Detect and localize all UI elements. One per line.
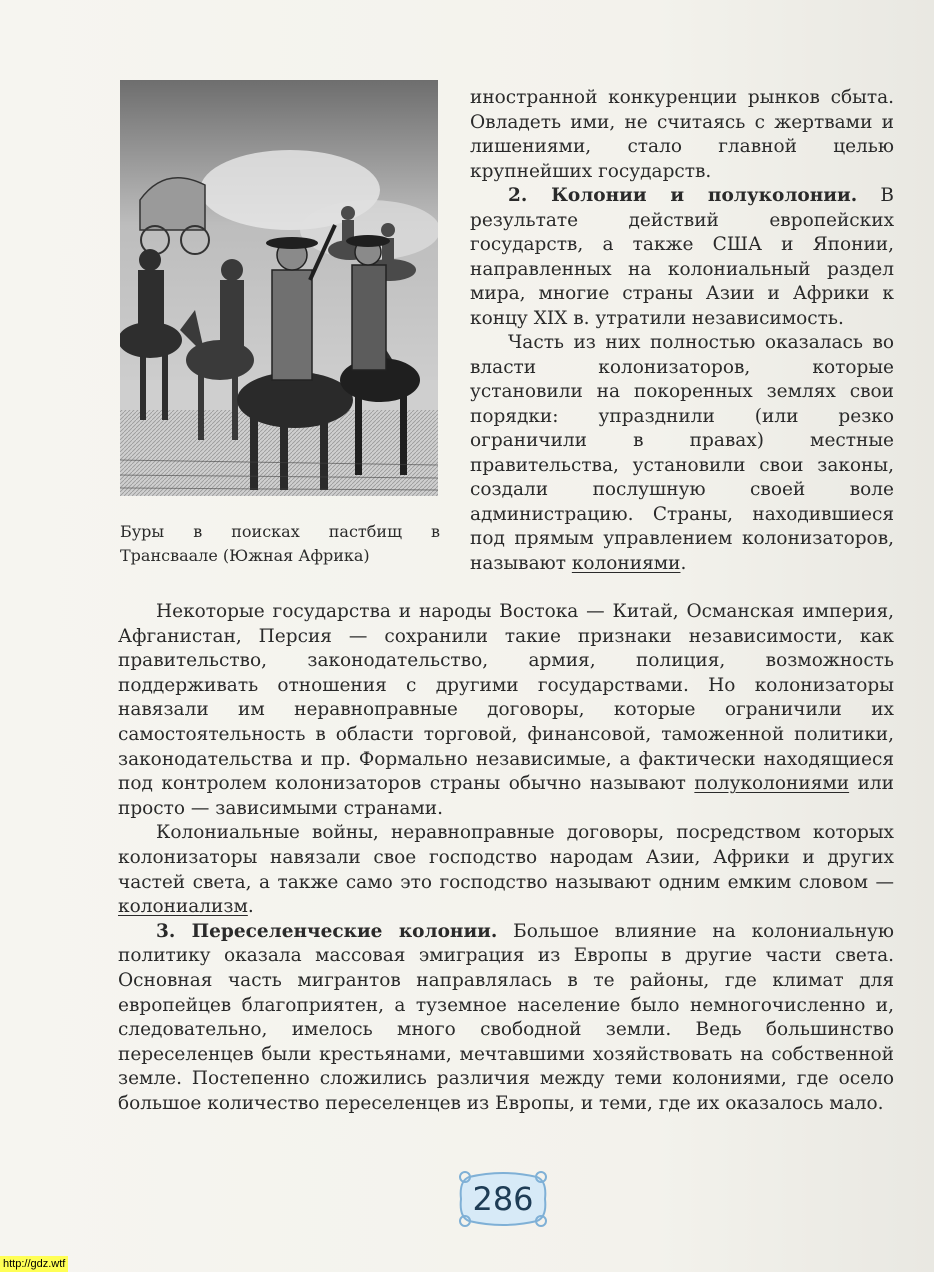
semicolonies-text-end: или просто — зависимыми странами. xyxy=(118,773,894,819)
watermark-link[interactable]: http://gdz.wtf xyxy=(0,1256,68,1272)
term-semicolonies: полуколониями xyxy=(694,773,850,795)
colonialism-text: Колониальные войны, неравноправные договоры, посредством которых колонизаторы навязали свое господство народам Азии, Африки и других частей света, а также само это господство называют одним емким словом — xyxy=(118,822,894,893)
boers-illustration xyxy=(120,80,438,496)
paragraph-colony-definition xyxy=(470,331,894,576)
illustration-caption: Буры в поисках пастбищ в Трансваале (Южная Африка) xyxy=(120,522,440,565)
term-colonies: колониями xyxy=(571,552,681,574)
paragraph-settler-colonies xyxy=(118,920,894,1117)
term-colonialism: колониализм xyxy=(118,896,248,918)
paragraph-continuation: иностранной конкуренции рынков сбыта. Овладеть ими, не считаясь с жертвами и лишениями, стало главной целью крупнейших государств. xyxy=(470,87,894,182)
paragraph-colonies xyxy=(470,184,894,331)
settler-colonies-text: Большое влияние на колониальную политику оказала массовая эмиграция из Европы в другие части света. Основная часть мигрантов направлялась в те районы, где климат для европейцев благоприятен, а туземное население было немногочисленно и, следовательно, имелось много свободной земли. Ведь большинство переселенцев были крестьянами, мечтавшими хозяйствовать на собственной земле. Постепенно сложились различия между теми колониями, где осело большое количество переселенцев из Европы, и теми, где их оказалось мало. xyxy=(118,920,895,1114)
section-heading-colonies: 2. Колонии и полуколонии. xyxy=(508,185,858,206)
colony-definition-text: Часть из них полностью оказалась во власти колонизаторов, которые установили на покоренных землях свои порядки: упразднили (или резко ограничили в правах) местные правительства, установили свои законы, создали послушную своей воле администрацию. Страны, находившиеся под прямым управлением колонизаторов, называют xyxy=(470,332,894,574)
sentence-end: . xyxy=(680,552,687,574)
right-column-text xyxy=(470,86,894,576)
paragraph-colonialism xyxy=(118,821,894,919)
semicolonies-text: Некоторые государства и народы Востока — Китай, Османская империя, Афганистан, Персия — сохранили такие признаки независимости, как правительство, законодательство, армия, полиция, возможность поддерживать отношения с другими государствами. Но колонизаторы навязали им неравноправные договоры, которые ограничили их самостоятельность в области торговой, финансовой, таможенной политики, законодательства и пр. Формально независимые, а фактически находящиеся под контролем колонизаторов страны обычно называют xyxy=(118,601,894,795)
full-width-text xyxy=(118,600,894,1116)
paragraph-colonies-text: В результате действий европейских государств, а также США и Японии, направленных на колониальный раздел мира, многие страны Азии и Африки к концу XIX в. утратили независимость. xyxy=(470,185,894,329)
page-number: 286 xyxy=(472,1180,534,1218)
paragraph-semicolonies xyxy=(118,600,894,821)
page-number-badge xyxy=(455,1167,551,1231)
boers-on-horseback-icon xyxy=(120,80,438,496)
section-heading-settler-colonies: 3. Переселенческие колонии. xyxy=(156,920,498,942)
sentence-end: . xyxy=(247,896,254,918)
